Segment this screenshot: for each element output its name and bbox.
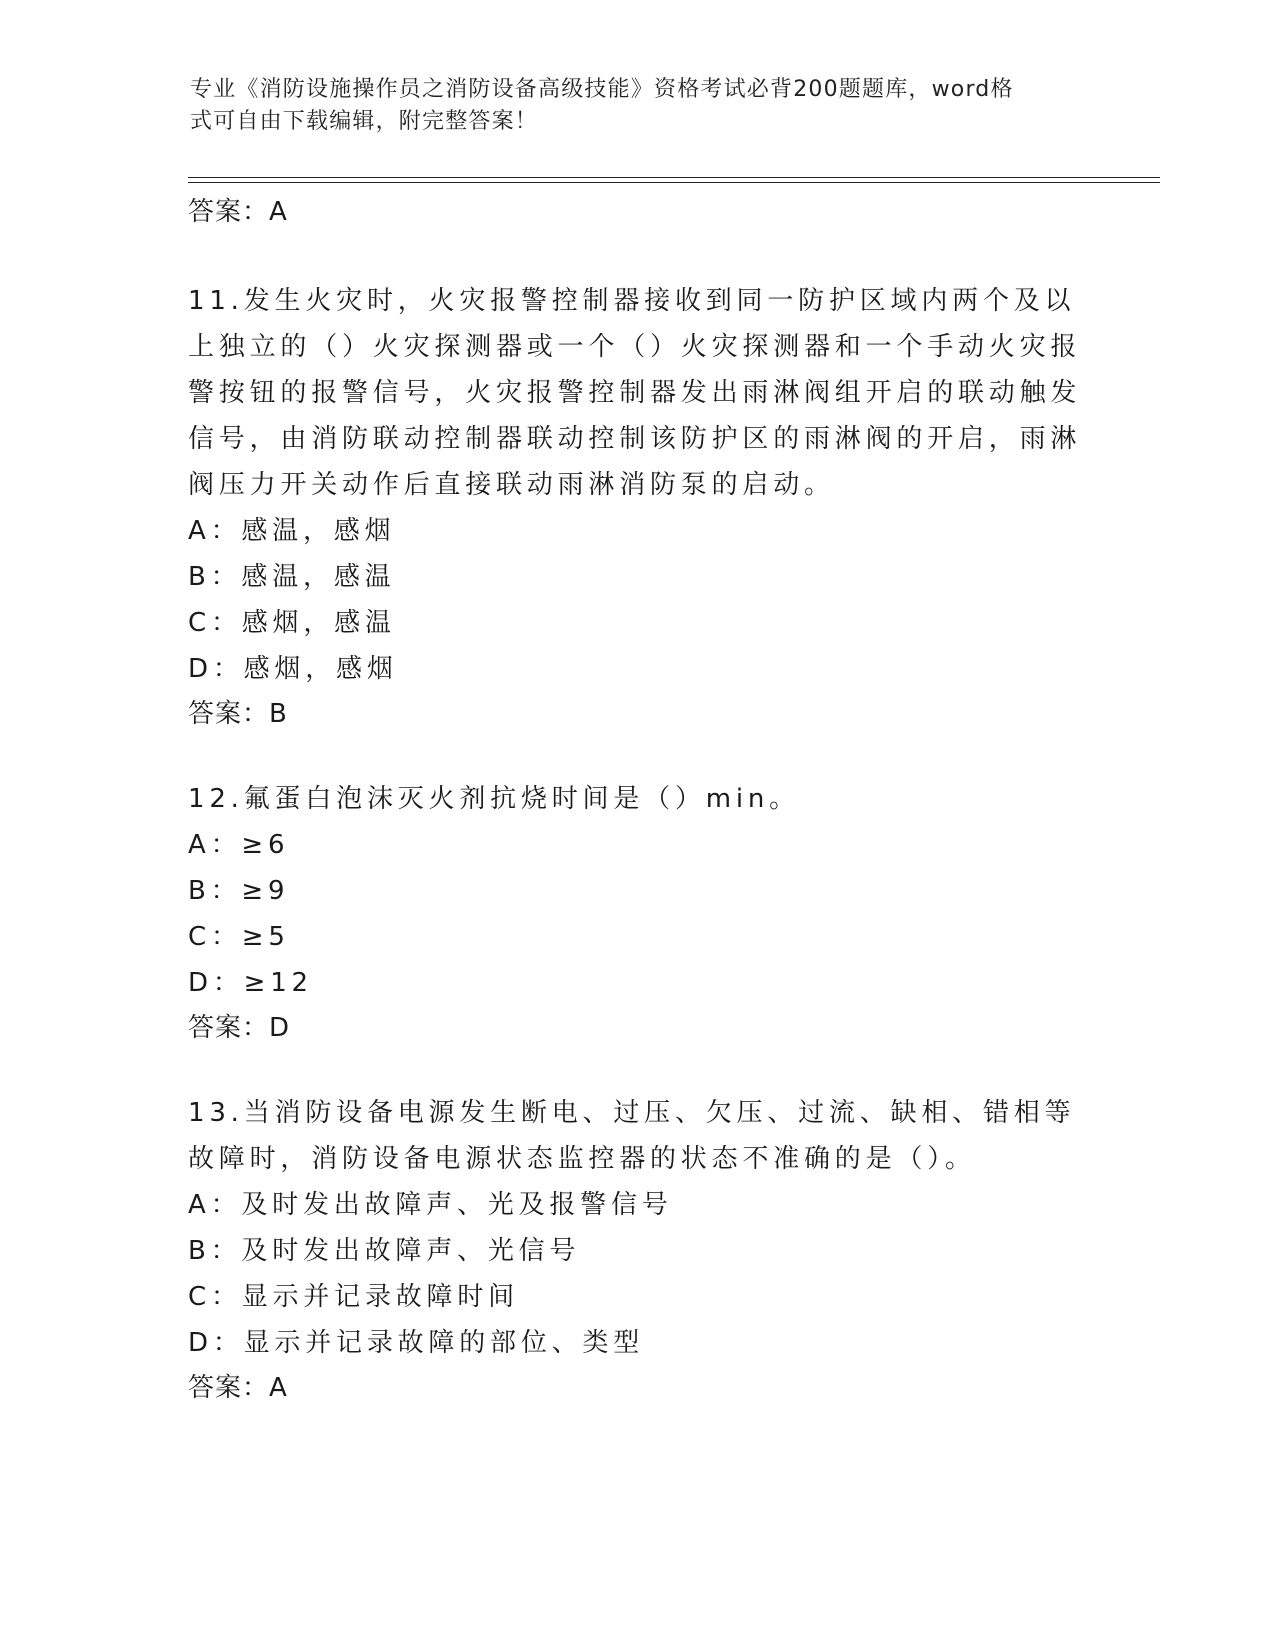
option-11-c: C：感烟，感温 xyxy=(188,608,396,638)
option-12-a: A：≥6 xyxy=(188,830,290,860)
question-block-13 xyxy=(188,1090,1088,1410)
question-block-12 xyxy=(188,776,1088,1050)
option-13-d: D：显示并记录故障的部位、类型 xyxy=(188,1328,645,1358)
spacer xyxy=(188,1050,1088,1090)
answer-q12: 答案：D xyxy=(188,1013,291,1043)
question-text-13: 13.当消防设备电源发生断电、过压、欠压、过流、缺相、错相等故障时，消防设备电源状态监控器的状态不准确的是（）。 xyxy=(188,1098,1076,1174)
document-header xyxy=(190,74,1090,138)
question-list xyxy=(188,190,1088,1410)
header-divider-top xyxy=(188,177,1160,178)
option-11-a: A：感温，感烟 xyxy=(188,516,396,546)
header-line-2: 式可自由下载编辑，附完整答案！ xyxy=(190,109,539,134)
question-text-11: 11.发生火灾时，火灾报警控制器接收到同一防护区域内两个及以上独立的（）火灾探测器或一个（）火灾探测器和一个手动火灾报警按钮的报警信号，火灾报警控制器发出雨淋阀组开启的联动触发信号，由消防联动控制器联动控制该防护区的雨淋阀的开启，雨淋阀压力开关动作后直接联动雨淋消防泵的启动。 xyxy=(188,286,1082,500)
option-13-c: C：显示并记录故障时间 xyxy=(188,1282,519,1312)
question-text-12: 12.氟蛋白泡沫灭火剂抗烧时间是（）min。 xyxy=(188,784,800,814)
option-11-d: D：感烟，感烟 xyxy=(188,654,398,684)
spacer xyxy=(188,736,1088,776)
spacer xyxy=(188,234,1088,278)
answer-q11: 答案：B xyxy=(188,699,288,729)
option-12-c: C：≥5 xyxy=(188,922,290,952)
header-line-1: 专业《消防设施操作员之消防设备高级技能》资格考试必背200题题库，word格 xyxy=(190,77,1014,102)
answer-q10: 答案：A xyxy=(188,197,288,227)
option-12-d: D：≥12 xyxy=(188,968,313,998)
option-13-b: B：及时发出故障声、光信号 xyxy=(188,1236,581,1266)
option-12-b: B：≥9 xyxy=(188,876,290,906)
header-divider-bottom xyxy=(188,182,1160,183)
answer-q13: 答案：A xyxy=(188,1373,288,1403)
question-block-11 xyxy=(188,278,1088,736)
option-13-a: A：及时发出故障声、光及报警信号 xyxy=(188,1190,673,1220)
option-11-b: B：感温，感温 xyxy=(188,562,396,592)
